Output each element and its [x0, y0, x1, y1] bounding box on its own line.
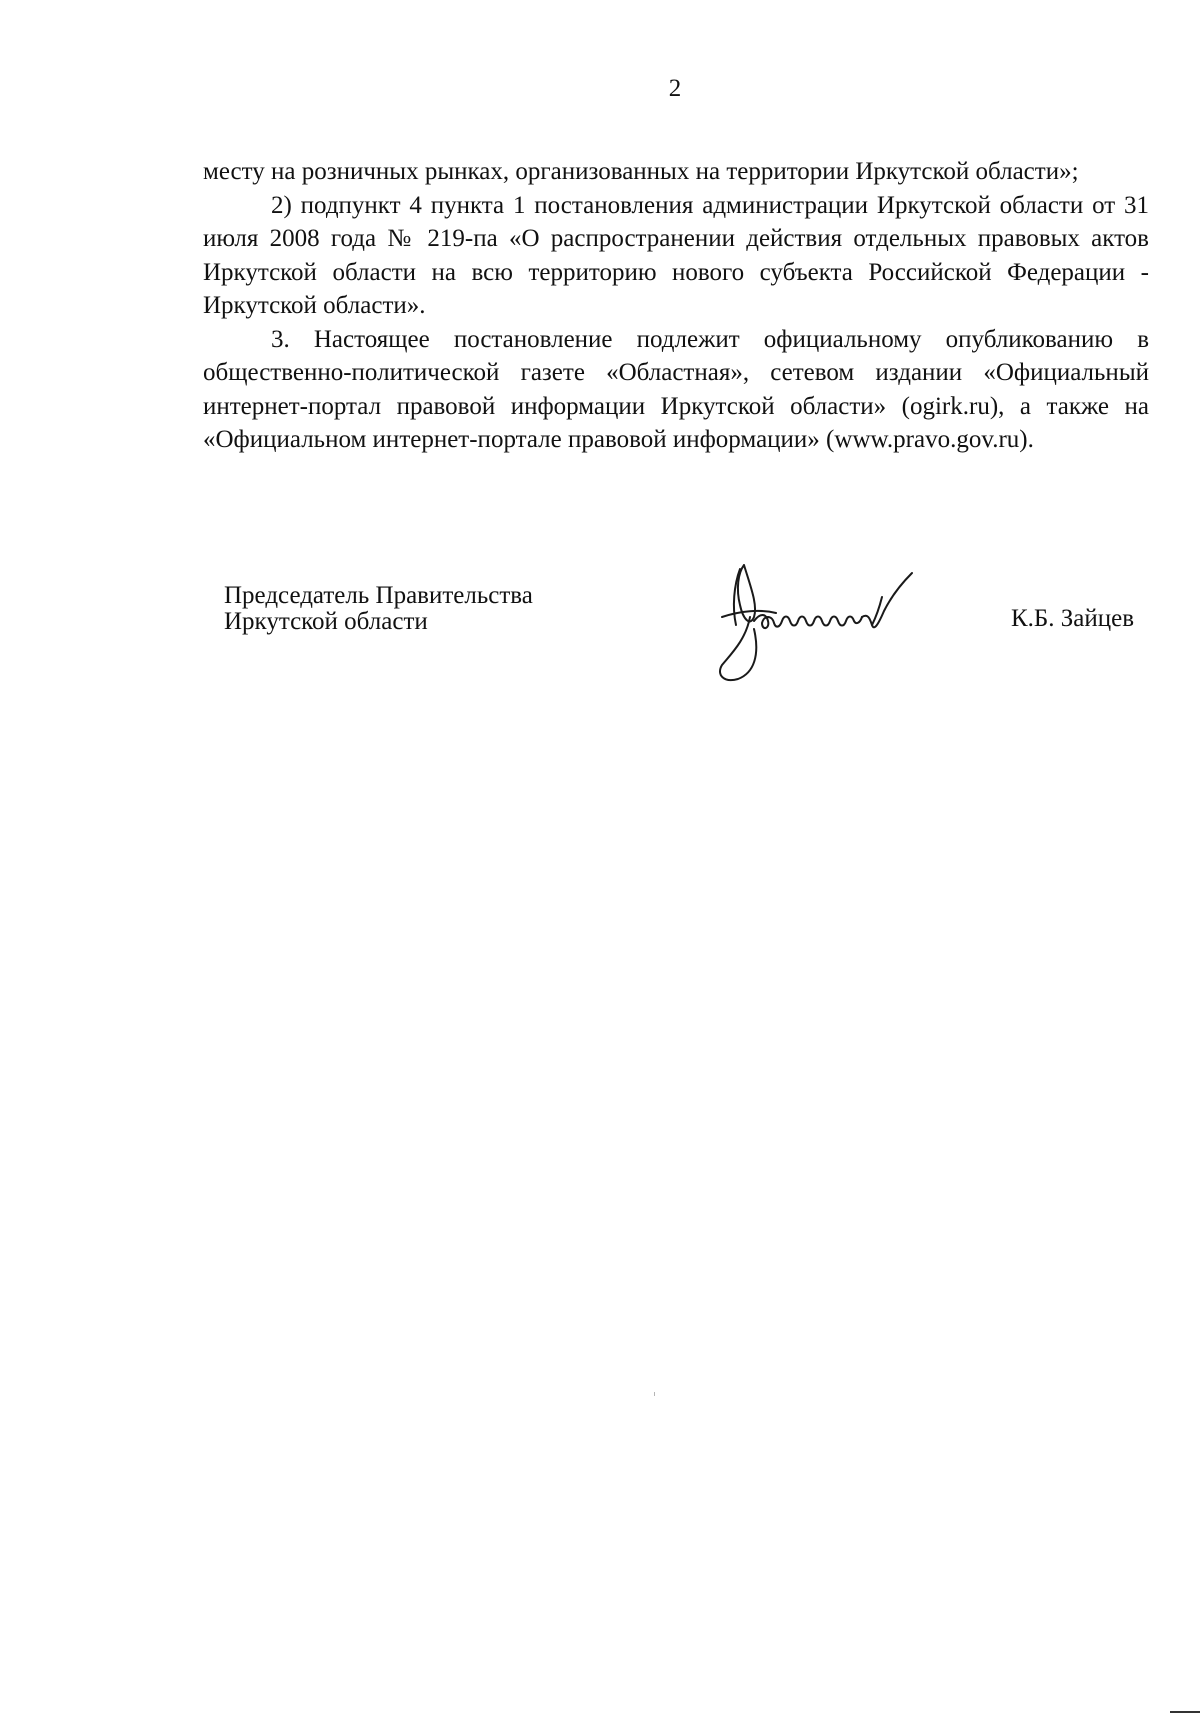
signatory-position-line-2: Иркутской области	[224, 608, 428, 635]
page-number: 2	[668, 75, 682, 102]
signatory-position-line-1: Председатель Правительства	[224, 582, 533, 609]
scan-speck	[654, 1392, 655, 1396]
signatory-position	[224, 583, 533, 635]
handwritten-signature	[710, 555, 940, 695]
page-edge-mark	[1170, 1711, 1200, 1713]
paragraph-item-3: 3. Настоящее постановление подлежит официальному опубликованию в общественно-политической газете «Областная», сетевом издании «Официальный интернет-портал правовой информации Иркутской области» (ogirk.ru), а также на «Официальном интернет-портале правовой информации» (www.pravo.gov.ru).	[203, 325, 1149, 453]
paragraph-continuation: месту на розничных рынках, организованных на территории Иркутской области»;	[203, 158, 1079, 185]
signer-name: К.Б. Зайцев	[1010, 605, 1134, 632]
paragraph-item-2: 2) подпункт 4 пункта 1 постановления администрации Иркутской области от 31 июля 2008 года № 219-па «О распространении действия отдельных правовых актов Иркутской области на всю территорию нового субъекта Российской Федерации - Иркутской области».	[203, 191, 1149, 319]
document-body	[203, 155, 1149, 457]
